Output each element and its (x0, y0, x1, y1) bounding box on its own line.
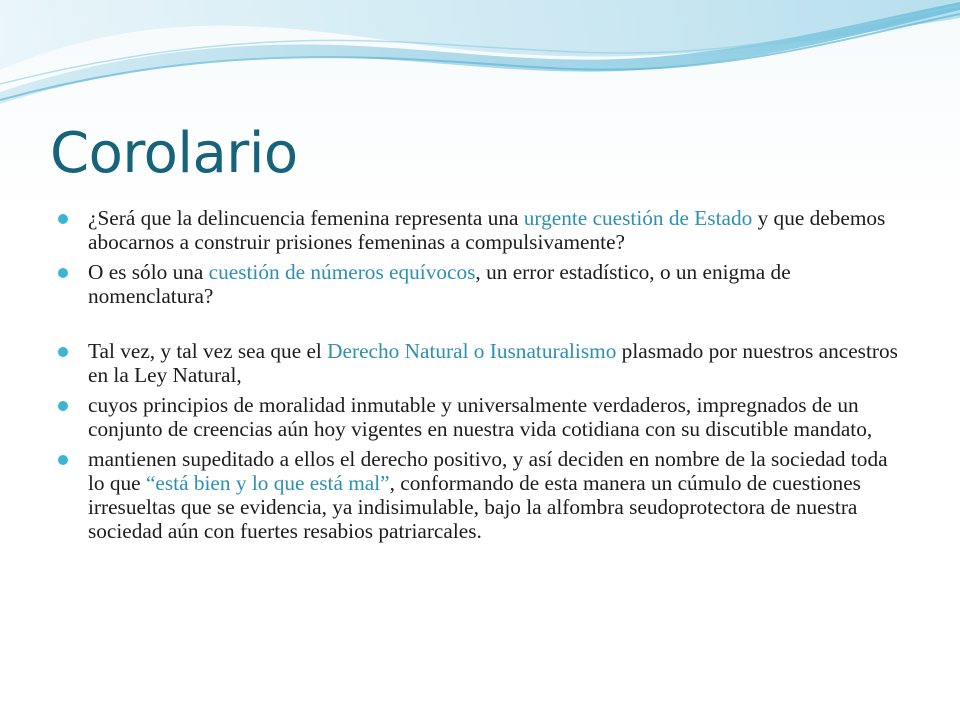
list-item (58, 339, 908, 387)
bullet-text: Tal vez, y tal vez sea que el (88, 339, 328, 363)
bullet-text: mantienen supeditado a ellos el derecho positivo, y así deciden en nombre de la sociedad toda lo que (88, 447, 888, 495)
highlighted-phrase: Derecho Natural o Iusnaturalismo (327, 339, 617, 363)
highlighted-phrase: urgente cuestión de Estado (523, 206, 753, 230)
list-item (58, 206, 908, 254)
list-item (58, 260, 908, 308)
slide-title: Corolario (50, 121, 298, 186)
bullet-text: plasmado por nuestros ancestros en la Ley Natural, (88, 339, 898, 387)
highlighted-phrase: “está bien y lo que está mal” (145, 471, 390, 495)
header-wave-decoration (0, 0, 960, 120)
bullet-dot-icon (58, 455, 68, 465)
bullet-text: , conformando de esta manera un cúmulo de cuestiones irresueltas que se evidencia, ya indisimulable, bajo la alfombra seudoprotectora de nuestra sociedad aún con fuertes resabios patriarcales. (88, 471, 861, 543)
bullet-text: O es sólo una (88, 260, 209, 284)
bullet-text: y que debemos abocarnos a construir prisiones femeninas a compulsivamente? (88, 206, 886, 254)
bullet-text: ¿Será que la delincuencia femenina representa una (88, 206, 524, 230)
bullet-text: cuyos principios de moralidad inmutable y universalmente verdaderos, impregnados de un conjunto de creencias aún hoy vigentes en nuestra vida cotidiana con su discutible mandato, (88, 393, 873, 441)
list-item (58, 393, 908, 441)
bullet-dot-icon (58, 401, 68, 411)
highlighted-phrase: cuestión de números equívocos (208, 260, 476, 284)
list-item (58, 447, 908, 543)
bullet-dot-icon (58, 268, 68, 278)
bullet-dot-icon (58, 214, 68, 224)
bullet-text: , un error estadístico, o un enigma de nomenclatura? (88, 260, 791, 308)
bullet-dot-icon (58, 347, 68, 357)
bullet-list (58, 206, 908, 549)
